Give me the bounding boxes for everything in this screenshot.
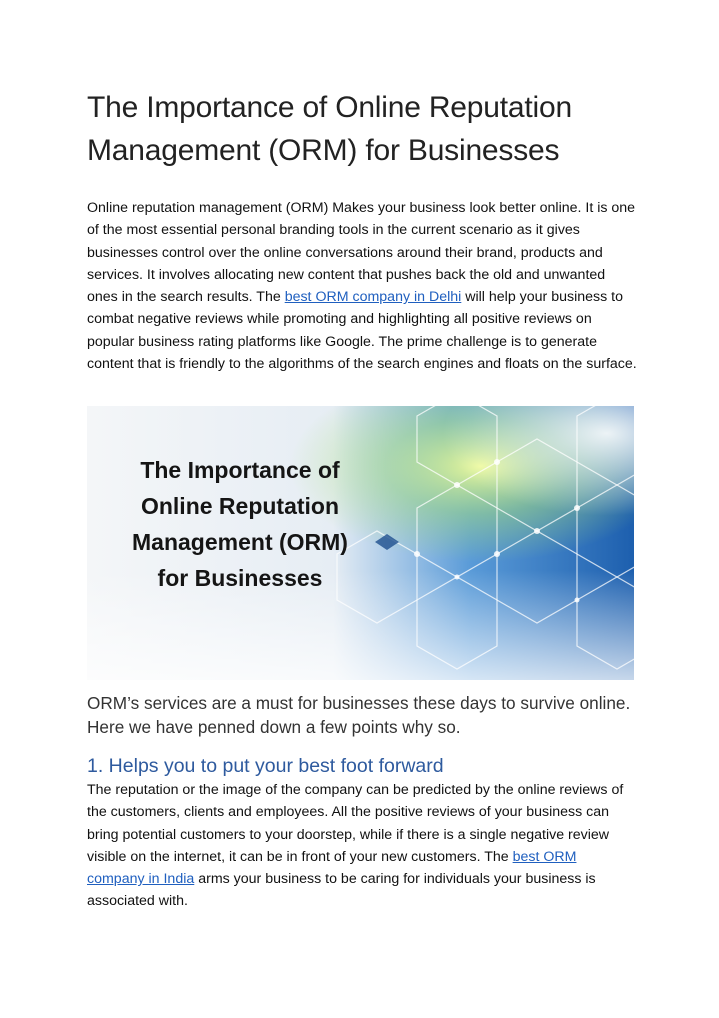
banner-line-4: for Businesses [157,565,323,591]
page-title: The Importance of Online Reputation Management (ORM) for Businesses [87,91,572,167]
intro-text-before-link: Online reputation management (ORM) Makes your business look better online. It is one of the most essential personal branding tools in the current scenario as it gives businesses control over the online conversations around their brand, products and services. It involves allocating new content that pushes back the old and unwanted ones in the search results. The [87,200,636,306]
banner-line-3: Management (ORM) [132,529,348,555]
intro-paragraph [87,197,637,375]
lead-paragraph: ORM’s services are a must for businesses these days to survive online. Here we have penned down a few points why so. [87,693,631,737]
intro-text-after-link: will help your business to combat negative reviews while promoting and highlighting all positive reviews on popular business rating platforms like Google. The prime challenge is to generate content that is friendly to the algorithms of the search engines and floats on the surface. [87,289,637,373]
best-orm-delhi-link[interactable]: best ORM company in Delhi [284,289,462,306]
banner-line-2: Online Reputation [140,493,340,519]
section1-text-after-link: arms your business to be caring for individuals your business is associated with. [87,871,596,910]
orm-banner-image [87,406,634,680]
section1-paragraph [87,779,637,913]
section1-text-before-link: The reputation or the image of the company can be predicted by the online reviews of the customers, clients and employees. All the positive reviews of your business can bring potential customers to your doorstep, while if there is a single negative review visible on the internet, it can be in front of your new customers. The [87,782,624,865]
section-heading-1: 1. Helps you to put your best foot forward [87,755,444,777]
banner-heading [95,452,385,596]
banner-line-1: The Importance of [140,457,340,483]
best-orm-india-link[interactable]: best ORM company in India [87,848,577,888]
